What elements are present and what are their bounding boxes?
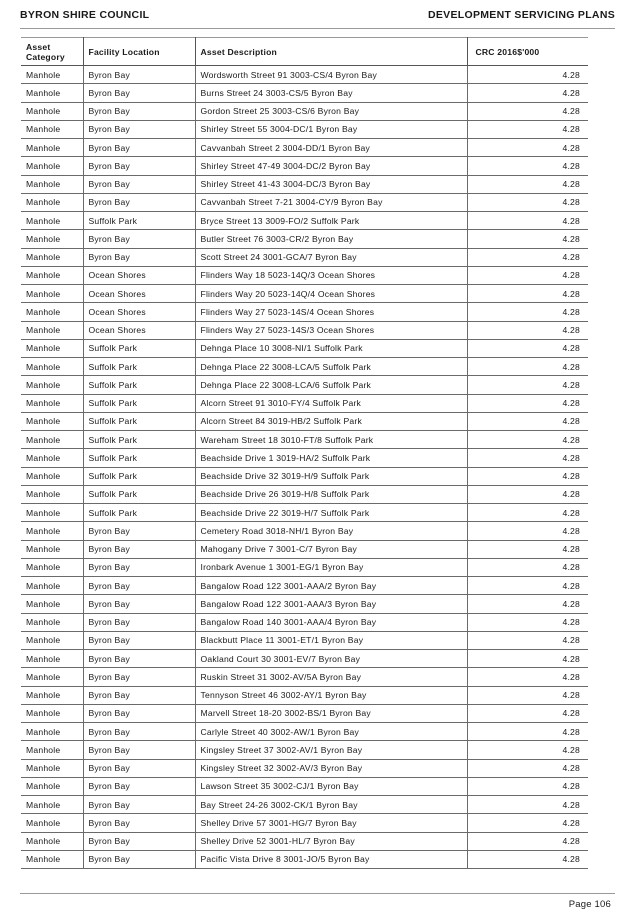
- asset-category-cell: Manhole: [21, 321, 83, 339]
- asset-category-cell: Manhole: [21, 376, 83, 394]
- crc-value-cell: 4.28: [467, 504, 588, 522]
- crc-value-cell: 4.28: [467, 230, 588, 248]
- asset-description-cell: Pacific Vista Drive 8 3001-JO/5 Byron Bay: [195, 850, 467, 868]
- asset-description-cell: Bryce Street 13 3009-FO/2 Suffolk Park: [195, 212, 467, 230]
- crc-value-cell: 4.28: [467, 613, 588, 631]
- document-title: DEVELOPMENT SERVICING PLANS: [427, 9, 615, 21]
- facility-location-cell: Byron Bay: [83, 230, 195, 248]
- table-row: [21, 686, 588, 704]
- table-row: [21, 777, 588, 795]
- facility-location-cell: Byron Bay: [83, 540, 195, 558]
- asset-description-cell: Burns Street 24 3003-CS/5 Byron Bay: [195, 84, 467, 102]
- asset-category-cell: Manhole: [21, 650, 83, 668]
- asset-description-cell: Ironbark Avenue 1 3001-EG/1 Byron Bay: [195, 558, 467, 576]
- facility-location-cell: Byron Bay: [83, 558, 195, 576]
- crc-value-cell: 4.28: [467, 449, 588, 467]
- asset-category-cell: Manhole: [21, 704, 83, 722]
- asset-category-cell: Manhole: [21, 595, 83, 613]
- crc-value-cell: 4.28: [467, 303, 588, 321]
- asset-description-cell: Cavvanbah Street 2 3004-DD/1 Byron Bay: [195, 139, 467, 157]
- asset-category-cell: Manhole: [21, 303, 83, 321]
- asset-description-cell: Marvell Street 18-20 3002-BS/1 Byron Bay: [195, 704, 467, 722]
- crc-value-cell: 4.28: [467, 431, 588, 449]
- table-row: [21, 66, 588, 84]
- crc-value-cell: 4.28: [467, 832, 588, 850]
- table-row: [21, 139, 588, 157]
- facility-location-cell: Byron Bay: [83, 631, 195, 649]
- asset-category-cell: Manhole: [21, 230, 83, 248]
- crc-value-cell: 4.28: [467, 212, 588, 230]
- asset-category-cell: Manhole: [21, 412, 83, 430]
- asset-description-cell: Kingsley Street 32 3002-AV/3 Byron Bay: [195, 759, 467, 777]
- asset-category-cell: Manhole: [21, 540, 83, 558]
- facility-location-cell: Byron Bay: [83, 248, 195, 266]
- table-row: [21, 431, 588, 449]
- crc-value-cell: 4.28: [467, 394, 588, 412]
- crc-value-cell: 4.28: [467, 796, 588, 814]
- table-row: [21, 522, 588, 540]
- facility-location-cell: Ocean Shores: [83, 303, 195, 321]
- table-row: [21, 832, 588, 850]
- crc-value-cell: 4.28: [467, 102, 588, 120]
- crc-value-cell: 4.28: [467, 759, 588, 777]
- table-row: [21, 723, 588, 741]
- facility-location-cell: Byron Bay: [83, 686, 195, 704]
- crc-value-cell: 4.28: [467, 650, 588, 668]
- crc-value-cell: 4.28: [467, 84, 588, 102]
- crc-value-cell: 4.28: [467, 485, 588, 503]
- asset-category-cell: Manhole: [21, 102, 83, 120]
- page-header: [20, 9, 615, 23]
- facility-location-cell: Byron Bay: [83, 741, 195, 759]
- header-divider: [20, 28, 615, 29]
- asset-description-cell: Flinders Way 27 5023-14S/4 Ocean Shores: [195, 303, 467, 321]
- table-header-row: [21, 38, 588, 66]
- asset-category-cell: Manhole: [21, 266, 83, 284]
- table-row: [21, 376, 588, 394]
- table-row: [21, 266, 588, 284]
- asset-category-cell: Manhole: [21, 668, 83, 686]
- table-row: [21, 467, 588, 485]
- asset-category-cell: Manhole: [21, 66, 83, 84]
- asset-category-cell: Manhole: [21, 449, 83, 467]
- table-row: [21, 796, 588, 814]
- table-row: [21, 850, 588, 868]
- table-row: [21, 321, 588, 339]
- facility-location-cell: Suffolk Park: [83, 431, 195, 449]
- asset-category-cell: Manhole: [21, 558, 83, 576]
- table-row: [21, 650, 588, 668]
- footer-divider: [20, 893, 615, 894]
- table-row: [21, 449, 588, 467]
- table-row: [21, 577, 588, 595]
- crc-value-cell: 4.28: [467, 595, 588, 613]
- facility-location-cell: Byron Bay: [83, 139, 195, 157]
- asset-description-cell: Dehnga Place 10 3008-NI/1 Suffolk Park: [195, 339, 467, 357]
- table-row: [21, 814, 588, 832]
- asset-description-cell: Tennyson Street 46 3002-AY/1 Byron Bay: [195, 686, 467, 704]
- facility-location-cell: Byron Bay: [83, 84, 195, 102]
- facility-location-cell: Byron Bay: [83, 668, 195, 686]
- asset-category-cell: Manhole: [21, 741, 83, 759]
- asset-description-cell: Lawson Street 35 3002-CJ/1 Byron Bay: [195, 777, 467, 795]
- asset-description-cell: Wordsworth Street 91 3003-CS/4 Byron Bay: [195, 66, 467, 84]
- asset-description-cell: Beachside Drive 26 3019-H/8 Suffolk Park: [195, 485, 467, 503]
- asset-description-cell: Ruskin Street 31 3002-AV/5A Byron Bay: [195, 668, 467, 686]
- table-row: [21, 540, 588, 558]
- crc-value-cell: 4.28: [467, 850, 588, 868]
- asset-description-cell: Bangalow Road 122 3001-AAA/3 Byron Bay: [195, 595, 467, 613]
- asset-description-cell: Bangalow Road 140 3001-AAA/4 Byron Bay: [195, 613, 467, 631]
- asset-description-cell: Blackbutt Place 11 3001-ET/1 Byron Bay: [195, 631, 467, 649]
- facility-location-cell: Byron Bay: [83, 796, 195, 814]
- facility-location-cell: Suffolk Park: [83, 412, 195, 430]
- table-body: [21, 66, 588, 869]
- asset-description-cell: Beachside Drive 1 3019-HA/2 Suffolk Park: [195, 449, 467, 467]
- crc-value-cell: 4.28: [467, 558, 588, 576]
- table-row: [21, 120, 588, 138]
- asset-description-cell: Flinders Way 18 5023-14Q/3 Ocean Shores: [195, 266, 467, 284]
- table-row: [21, 631, 588, 649]
- crc-value-cell: 4.28: [467, 741, 588, 759]
- asset-category-cell: Manhole: [21, 120, 83, 138]
- crc-value-cell: 4.28: [467, 339, 588, 357]
- asset-description-cell: Shirley Street 47-49 3004-DC/2 Byron Bay: [195, 157, 467, 175]
- table-row: [21, 412, 588, 430]
- asset-category-cell: Manhole: [21, 759, 83, 777]
- table-row: [21, 613, 588, 631]
- facility-location-cell: Byron Bay: [83, 102, 195, 120]
- facility-location-cell: Byron Bay: [83, 814, 195, 832]
- council-name: BYRON SHIRE COUNCIL: [20, 9, 150, 21]
- crc-value-cell: 4.28: [467, 704, 588, 722]
- facility-location-cell: Suffolk Park: [83, 358, 195, 376]
- facility-location-cell: Byron Bay: [83, 759, 195, 777]
- table-row: [21, 358, 588, 376]
- table-row: [21, 84, 588, 102]
- asset-description-cell: Alcorn Street 84 3019-HB/2 Suffolk Park: [195, 412, 467, 430]
- crc-value-cell: 4.28: [467, 467, 588, 485]
- crc-value-cell: 4.28: [467, 248, 588, 266]
- asset-category-cell: Manhole: [21, 777, 83, 795]
- crc-value-cell: 4.28: [467, 777, 588, 795]
- crc-value-cell: 4.28: [467, 577, 588, 595]
- asset-category-cell: Manhole: [21, 814, 83, 832]
- table-row: [21, 504, 588, 522]
- asset-category-cell: Manhole: [21, 796, 83, 814]
- asset-description-cell: Dehnga Place 22 3008-LCA/6 Suffolk Park: [195, 376, 467, 394]
- table-row: [21, 175, 588, 193]
- asset-description-cell: Alcorn Street 91 3010-FY/4 Suffolk Park: [195, 394, 467, 412]
- facility-location-cell: Suffolk Park: [83, 449, 195, 467]
- asset-category-cell: Manhole: [21, 358, 83, 376]
- column-header-asset-description: Asset Description: [195, 38, 467, 66]
- table-row: [21, 102, 588, 120]
- crc-value-cell: 4.28: [467, 175, 588, 193]
- facility-location-cell: Suffolk Park: [83, 212, 195, 230]
- asset-description-cell: Shirley Street 41-43 3004-DC/3 Byron Bay: [195, 175, 467, 193]
- crc-value-cell: 4.28: [467, 631, 588, 649]
- facility-location-cell: Byron Bay: [83, 595, 195, 613]
- facility-location-cell: Suffolk Park: [83, 485, 195, 503]
- facility-location-cell: Byron Bay: [83, 522, 195, 540]
- facility-location-cell: Byron Bay: [83, 175, 195, 193]
- asset-category-cell: Manhole: [21, 193, 83, 211]
- column-header-asset-category: Asset Category: [21, 38, 83, 66]
- table-row: [21, 212, 588, 230]
- table-row: [21, 668, 588, 686]
- facility-location-cell: Byron Bay: [83, 157, 195, 175]
- facility-location-cell: Byron Bay: [83, 66, 195, 84]
- crc-value-cell: 4.28: [467, 814, 588, 832]
- crc-value-cell: 4.28: [467, 376, 588, 394]
- asset-category-cell: Manhole: [21, 175, 83, 193]
- table-row: [21, 759, 588, 777]
- asset-category-cell: Manhole: [21, 339, 83, 357]
- page-number: Page 106: [568, 899, 611, 910]
- asset-category-cell: Manhole: [21, 485, 83, 503]
- crc-value-cell: 4.28: [467, 266, 588, 284]
- table-row: [21, 704, 588, 722]
- crc-value-cell: 4.28: [467, 66, 588, 84]
- crc-value-cell: 4.28: [467, 686, 588, 704]
- asset-description-cell: Beachside Drive 32 3019-H/9 Suffolk Park: [195, 467, 467, 485]
- asset-description-cell: Flinders Way 27 5023-14S/3 Ocean Shores: [195, 321, 467, 339]
- asset-category-cell: Manhole: [21, 723, 83, 741]
- facility-location-cell: Byron Bay: [83, 832, 195, 850]
- crc-value-cell: 4.28: [467, 358, 588, 376]
- facility-location-cell: Suffolk Park: [83, 339, 195, 357]
- asset-description-cell: Dehnga Place 22 3008-LCA/5 Suffolk Park: [195, 358, 467, 376]
- facility-location-cell: Byron Bay: [83, 850, 195, 868]
- facility-location-cell: Byron Bay: [83, 613, 195, 631]
- asset-description-cell: Butler Street 76 3003-CR/2 Byron Bay: [195, 230, 467, 248]
- facility-location-cell: Byron Bay: [83, 723, 195, 741]
- table-row: [21, 193, 588, 211]
- asset-description-cell: Kingsley Street 37 3002-AV/1 Byron Bay: [195, 741, 467, 759]
- facility-location-cell: Suffolk Park: [83, 504, 195, 522]
- asset-category-cell: Manhole: [21, 84, 83, 102]
- asset-description-cell: Scott Street 24 3001-GCA/7 Byron Bay: [195, 248, 467, 266]
- asset-description-cell: Shelley Drive 52 3001-HL/7 Byron Bay: [195, 832, 467, 850]
- asset-description-cell: Bangalow Road 122 3001-AAA/2 Byron Bay: [195, 577, 467, 595]
- asset-description-cell: Bay Street 24-26 3002-CK/1 Byron Bay: [195, 796, 467, 814]
- table-row: [21, 248, 588, 266]
- asset-category-cell: Manhole: [21, 504, 83, 522]
- crc-value-cell: 4.28: [467, 668, 588, 686]
- facility-location-cell: Byron Bay: [83, 704, 195, 722]
- asset-category-cell: Manhole: [21, 394, 83, 412]
- table-row: [21, 741, 588, 759]
- asset-description-cell: Carlyle Street 40 3002-AW/1 Byron Bay: [195, 723, 467, 741]
- crc-value-cell: 4.28: [467, 412, 588, 430]
- asset-description-cell: Mahogany Drive 7 3001-C/7 Byron Bay: [195, 540, 467, 558]
- asset-description-cell: Wareham Street 18 3010-FT/8 Suffolk Park: [195, 431, 467, 449]
- table-row: [21, 285, 588, 303]
- table-row: [21, 394, 588, 412]
- asset-description-cell: Gordon Street 25 3003-CS/6 Byron Bay: [195, 102, 467, 120]
- crc-value-cell: 4.28: [467, 193, 588, 211]
- crc-value-cell: 4.28: [467, 120, 588, 138]
- asset-description-cell: Shirley Street 55 3004-DC/1 Byron Bay: [195, 120, 467, 138]
- facility-location-cell: Byron Bay: [83, 777, 195, 795]
- facility-location-cell: Ocean Shores: [83, 266, 195, 284]
- asset-category-cell: Manhole: [21, 212, 83, 230]
- table-row: [21, 339, 588, 357]
- table-row: [21, 595, 588, 613]
- facility-location-cell: Byron Bay: [83, 650, 195, 668]
- crc-value-cell: 4.28: [467, 139, 588, 157]
- asset-category-cell: Manhole: [21, 613, 83, 631]
- asset-category-cell: Manhole: [21, 431, 83, 449]
- column-header-crc: CRC 2016$'000: [467, 38, 588, 66]
- asset-table: [21, 37, 588, 869]
- asset-category-cell: Manhole: [21, 832, 83, 850]
- asset-category-cell: Manhole: [21, 285, 83, 303]
- table-row: [21, 558, 588, 576]
- facility-location-cell: Byron Bay: [83, 120, 195, 138]
- asset-category-cell: Manhole: [21, 522, 83, 540]
- facility-location-cell: Byron Bay: [83, 577, 195, 595]
- table-row: [21, 485, 588, 503]
- crc-value-cell: 4.28: [467, 540, 588, 558]
- crc-value-cell: 4.28: [467, 157, 588, 175]
- asset-description-cell: Cemetery Road 3018-NH/1 Byron Bay: [195, 522, 467, 540]
- facility-location-cell: Suffolk Park: [83, 376, 195, 394]
- table-row: [21, 303, 588, 321]
- crc-value-cell: 4.28: [467, 285, 588, 303]
- table-row: [21, 230, 588, 248]
- crc-value-cell: 4.28: [467, 723, 588, 741]
- asset-category-cell: Manhole: [21, 686, 83, 704]
- asset-category-cell: Manhole: [21, 139, 83, 157]
- facility-location-cell: Ocean Shores: [83, 321, 195, 339]
- asset-description-cell: Oakland Court 30 3001-EV/7 Byron Bay: [195, 650, 467, 668]
- asset-category-cell: Manhole: [21, 850, 83, 868]
- asset-category-cell: Manhole: [21, 467, 83, 485]
- column-header-facility-location: Facility Location: [83, 38, 195, 66]
- asset-category-cell: Manhole: [21, 631, 83, 649]
- facility-location-cell: Suffolk Park: [83, 394, 195, 412]
- table-row: [21, 157, 588, 175]
- facility-location-cell: Byron Bay: [83, 193, 195, 211]
- crc-value-cell: 4.28: [467, 522, 588, 540]
- asset-description-cell: Flinders Way 20 5023-14Q/4 Ocean Shores: [195, 285, 467, 303]
- facility-location-cell: Ocean Shores: [83, 285, 195, 303]
- crc-value-cell: 4.28: [467, 321, 588, 339]
- asset-description-cell: Beachside Drive 22 3019-H/7 Suffolk Park: [195, 504, 467, 522]
- asset-category-cell: Manhole: [21, 157, 83, 175]
- asset-description-cell: Cavvanbah Street 7-21 3004-CY/9 Byron Bay: [195, 193, 467, 211]
- asset-description-cell: Shelley Drive 57 3001-HG/7 Byron Bay: [195, 814, 467, 832]
- facility-location-cell: Suffolk Park: [83, 467, 195, 485]
- asset-category-cell: Manhole: [21, 248, 83, 266]
- asset-category-cell: Manhole: [21, 577, 83, 595]
